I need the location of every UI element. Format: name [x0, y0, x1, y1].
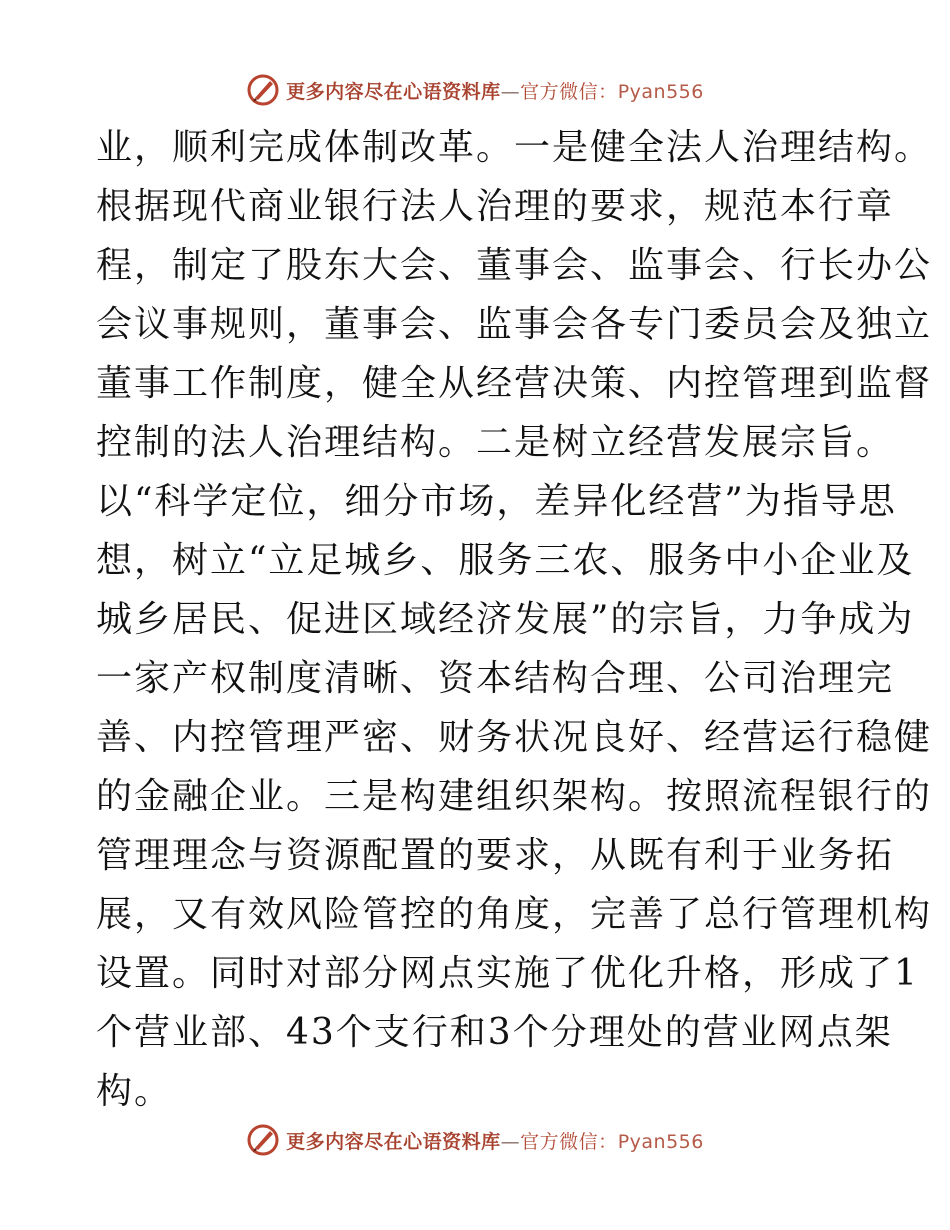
text-line: 一家产权制度清晰、资本结构合理、公司治理完 [96, 658, 895, 699]
text-line: 设置。同时对部分网点实施了优化升格，形成了1 [96, 953, 919, 994]
banner-wechat-label: 官方微信： [520, 1130, 618, 1153]
banner-wechat-id: Pyan556 [617, 80, 704, 103]
text-line: 根据现代商业银行法人治理的要求，规范本行章 [96, 186, 895, 227]
text-line: 个营业部、43个支行和3个分理处的营业网点架 [96, 1012, 893, 1053]
banner-separator: — [500, 1130, 521, 1153]
text-line: 管理理念与资源配置的要求，从既有利于业务拓 [96, 835, 895, 876]
banner-title: 更多内容尽在心语资料库 [286, 1130, 501, 1153]
banner-separator: — [500, 80, 521, 103]
document-paragraph [96, 118, 933, 1121]
text-line: 构。 [96, 1071, 173, 1112]
text-line: 会议事规则，董事会、监事会各专门委员会及独立 [96, 304, 933, 345]
banner-wechat-id: Pyan556 [617, 1130, 704, 1153]
text-line: 的金融企业。三是构建组织架构。按照流程银行的 [96, 776, 933, 817]
text-line: 以“科学定位，细分市场，差异化经营”为指导思 [96, 481, 897, 522]
text-line: 业，顺利完成体制改革。一是健全法人治理结构。 [96, 127, 933, 168]
banner-wechat-label: 官方微信： [520, 80, 618, 103]
header-banner [0, 70, 950, 110]
footer-banner [0, 1120, 950, 1160]
text-line: 善、内控管理严密、财务状况良好、经营运行稳健 [96, 717, 933, 758]
text-line: 城乡居民、促进区域经济发展”的宗旨，力争成为 [96, 599, 915, 640]
text-line: 想，树立“立足城乡、服务三农、服务中小企业及 [96, 540, 915, 581]
text-line: 程，制定了股东大会、董事会、监事会、行长办公 [96, 245, 933, 286]
text-line: 董事工作制度，健全从经营决策、内控管理到监督 [96, 363, 933, 404]
banner-text [286, 1127, 704, 1154]
text-line: 控制的法人治理结构。二是树立经营发展宗旨。 [96, 422, 895, 463]
banner-text [286, 77, 704, 104]
banner-title: 更多内容尽在心语资料库 [286, 80, 501, 103]
text-line: 展，又有效风险管控的角度，完善了总行管理机构 [96, 894, 933, 935]
quill-logo-icon [246, 73, 280, 107]
quill-logo-icon [246, 1123, 280, 1157]
